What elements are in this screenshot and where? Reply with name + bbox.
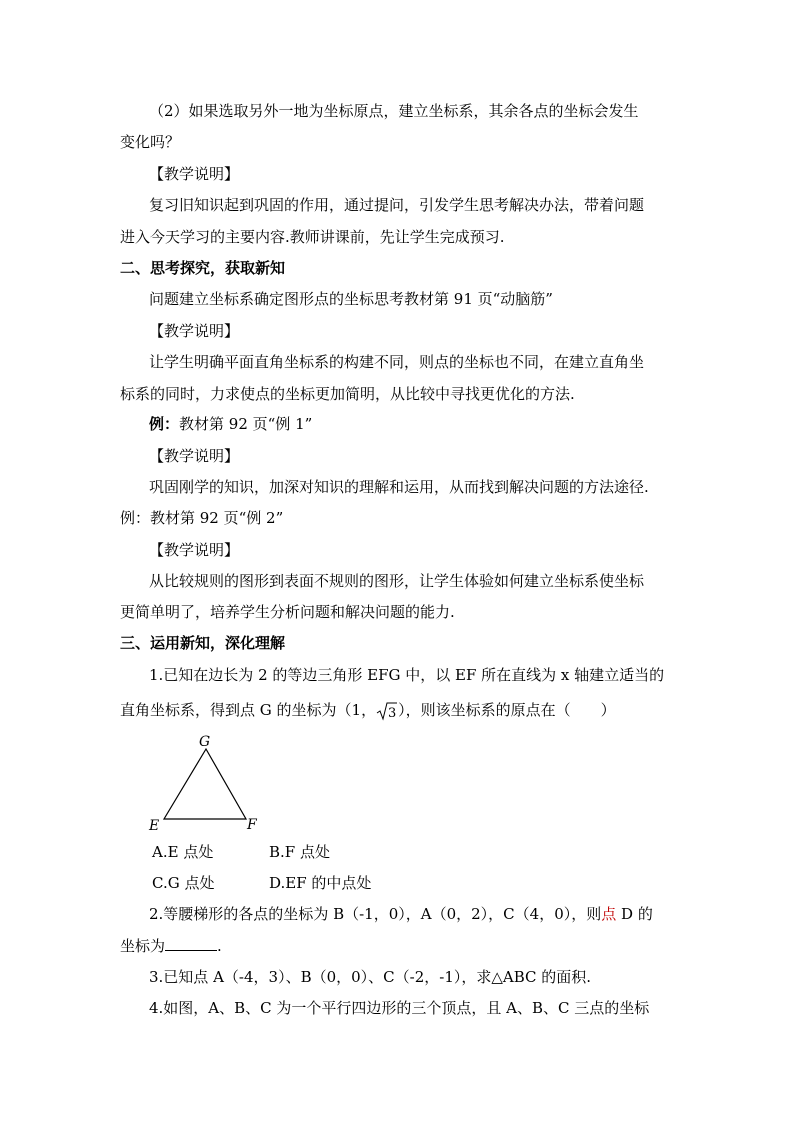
option-d: D.EF 的中点处 (269, 874, 372, 892)
teaching-note-label: 【教学说明】 (149, 322, 240, 340)
paragraph-line: 复习旧知识起到巩固的作用，通过提问，引发学生思考解决办法，带着问题 (149, 196, 645, 214)
paragraph-line: 变化吗？ (120, 133, 181, 151)
question-2-answer-prompt: 坐标为 (120, 937, 166, 955)
question-2-line: 坐标为 . (120, 937, 222, 955)
paragraph-line: 更简单明了，培养学生分析问题和解决问题的能力. (120, 603, 455, 621)
teaching-note-label: 【教学说明】 (149, 447, 240, 465)
paragraph-line: （2）如果选取另外一地为坐标原点，建立坐标系，其余各点的坐标会发生 (149, 102, 639, 120)
vertex-label-g: G (199, 734, 211, 750)
triangle-efg (164, 749, 246, 819)
question-1-line (120, 700, 616, 721)
question-2-text-tail: D 的 (616, 905, 653, 923)
example-line: 例：教材第 92 页“例 2” (120, 509, 284, 527)
triangle-figure (144, 733, 264, 833)
paragraph-line: 进入今天学习的主要内容.教师讲课前，先让学生完成预习. (120, 228, 505, 246)
option-a: A.E 点处 (152, 843, 214, 861)
section-heading-3: 三、运用新知，深化理解 (120, 634, 286, 652)
teaching-note-label: 【教学说明】 (149, 541, 240, 559)
example-prefix: 例： (149, 415, 180, 433)
highlighted-char: 点 (601, 905, 617, 923)
question-1-text: 直角坐标系，得到点 G 的坐标为（1， (120, 701, 377, 719)
question-1-text-tail: ），则该坐标系的原点在（ ） (398, 701, 616, 719)
paragraph-line: 从比较规则的图形到表面不规则的图形，让学生体验如何建立坐标系使坐标 (149, 572, 645, 590)
question-3-line: 3.已知点 A（-4，3）、B（0，0）、C（-2，-1），求△ABC 的面积. (149, 968, 592, 986)
paragraph-line: 巩固刚学的知识，加深对知识的理解和运用，从而找到解决问题的方法途径. (149, 478, 649, 496)
vertex-label-f: F (247, 817, 257, 833)
paragraph-line: 让学生明确平面直角坐标系的构建不同，则点的坐标也不同，在建立直角坐 (149, 353, 645, 371)
section-heading-2: 二、思考探究，获取新知 (120, 259, 286, 277)
option-c: C.G 点处 (152, 874, 215, 892)
question-4-line: 4.如图，A、B、C 为一个平行四边形的三个顶点，且 A、B、C 三点的坐标 (149, 999, 650, 1017)
paragraph-line: 标系的同时，力求使点的坐标更加简明，从比较中寻找更优化的方法. (120, 385, 575, 403)
question-2-line (149, 904, 653, 924)
question-1-line: 1.已知在边长为 2 的等边三角形 EFG 中，以 EF 所在直线为 x 轴建立适当的 (149, 666, 665, 684)
question-2-text: 2.等腰梯形的各点的坐标为 B（-1，0），A（0，2），C（4，0），则 (149, 905, 602, 923)
sqrt-radicand: 3 (388, 706, 397, 721)
paragraph-line: 问题建立坐标系确定图形点的坐标思考教材第 91 页“动脑筋” (149, 290, 553, 308)
vertex-label-e: E (149, 818, 160, 833)
teaching-note-label: 【教学说明】 (149, 165, 240, 183)
answer-blank (165, 936, 217, 951)
option-b: B.F 点处 (269, 843, 330, 861)
example-line (149, 414, 312, 434)
sqrt-expression (376, 701, 398, 721)
example-text: 教材第 92 页“例 1” (179, 415, 313, 433)
